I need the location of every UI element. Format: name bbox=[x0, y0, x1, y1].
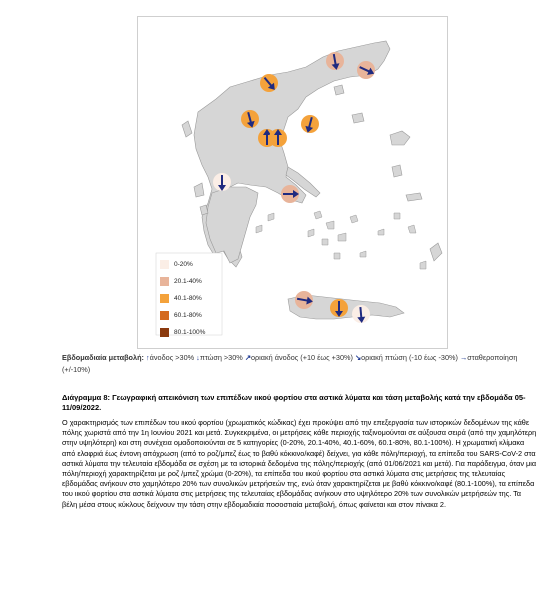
legend-row bbox=[160, 307, 205, 324]
thasos-shape bbox=[334, 85, 344, 95]
arrow-down-right-icon: ↘ bbox=[354, 353, 362, 362]
cyclades-islands bbox=[256, 211, 426, 269]
legend-swatch-0 bbox=[160, 260, 169, 269]
legend-swatch-3 bbox=[160, 311, 169, 320]
arrow-up-right-icon: ↗ bbox=[244, 353, 251, 362]
paragraph-text: Ο χαρακτηρισμός των επιπέδων του ιικού φορτίου (χρωματικός κώδικας) έχει προκύψει από την επεξεργασία των ιστορικών δεδομένων της κάθε πόλης χωριστά από την 1η Ιουνίου 2021 και μετά. Συγκεκριμένα, οι μετρήσεις κάθε περιοχής ταξινομούνται σε αύξουσα σειρά (από την χαμηλότερη στην υψηλότερη) και στη συνέχεια ομαδοποιούνται σε 5 κατηγορίες (0-20%, 20.1-40%, 40.1-60%, 60.1-80%, 80.1-100%). Η χρωματική κλίμακα από ελαφριά έως έντονη απόχρωση (από το ροζ/μπεζ έως το βαθύ κόκκινο/καφέ) δείχνει, για κάθε πόλη/περιοχή, τα επίπεδα του SARS-CoV-2 στα αστικά λύματα την τελευταία εβδομάδα σε σχέση με τα ιστορικά δεδομένα της πόλης/περιοχής (από 01/06/2021 και μετά). Για παράδειγμα, όταν μια πόλη/περιοχή χαρακτηρίζεται με ροζ /μπεζ χρώμα (0-20%), τα επίπεδα του ιικού φορτίου στα αστικά λύματα στις μετρήσεις της τελευταίας εβδομάδας ανήκουν στο χαμηλότερο 20% των συνολικών μετρήσεών της, ενώ όταν χαρακτηρίζεται με βαθύ κόκκινο/καφέ (80.1-100%), τα επίπεδα του ιικού φορτίου στα αστικά λύματα στις μετρήσεις της τελευταίας εβδομάδας ανήκουν στο υψηλότερο 20% των συνολικών μετρήσεών της. Τα βέλη μέσα στους κύκλους δείχνουν την τάση στην εβδομαδιαία ποσοστιαία μεταβολή, όπως φαίνεται και στον πίνακα 2. bbox=[62, 418, 537, 509]
figure-caption: Διάγραμμα 8: Γεωγραφική απεικόνιση των επιπέδων ιικού φορτίου στα αστικά λύματα και τάση μεταβολής κατά την εβδομάδα 05-11/09/2022. bbox=[62, 393, 526, 412]
legend-swatch-2 bbox=[160, 294, 169, 303]
arrow-right-icon: → bbox=[459, 353, 468, 362]
corfu-shape bbox=[182, 121, 192, 137]
legend-row bbox=[160, 273, 205, 290]
legend-label: 60.1-80% bbox=[174, 312, 202, 319]
level-legend bbox=[160, 256, 205, 341]
change-down-text: πτώση >30% bbox=[199, 353, 243, 362]
arrow-down-icon: ↓ bbox=[196, 353, 200, 362]
legend-label: 40.1-80% bbox=[174, 295, 202, 302]
legend-row bbox=[160, 256, 205, 273]
samos-shape bbox=[406, 193, 422, 201]
body-paragraph bbox=[62, 418, 537, 510]
change-up-text: άνοδος >30% bbox=[149, 353, 195, 362]
rhodes-shape bbox=[430, 243, 442, 261]
change-mild-up-text: οριακή άνοδος (+10 έως +30%) bbox=[250, 353, 353, 362]
legend-label: 80.1-100% bbox=[174, 329, 206, 336]
legend-row bbox=[160, 324, 205, 341]
change-legend-label: Εβδομαδιαία μεταβολή: bbox=[62, 353, 144, 362]
arrow-up-icon: ↑ bbox=[146, 353, 150, 362]
legend-label: 0-20% bbox=[174, 261, 193, 268]
legend-swatch-4 bbox=[160, 328, 169, 337]
legend-row bbox=[160, 290, 205, 307]
limnos-shape bbox=[352, 113, 364, 123]
change-mild-down-text: οριακή πτώση (-10 έως -30%) bbox=[361, 353, 458, 362]
legend-swatch-1 bbox=[160, 277, 169, 286]
change-stable-text: σταθεροποίηση (+/-10%) bbox=[62, 353, 518, 374]
change-legend bbox=[62, 352, 532, 376]
legend-label: 20.1-40% bbox=[174, 278, 202, 285]
kefalonia-shape bbox=[194, 183, 204, 197]
chios-shape bbox=[392, 165, 402, 177]
lesvos-shape bbox=[390, 131, 410, 145]
